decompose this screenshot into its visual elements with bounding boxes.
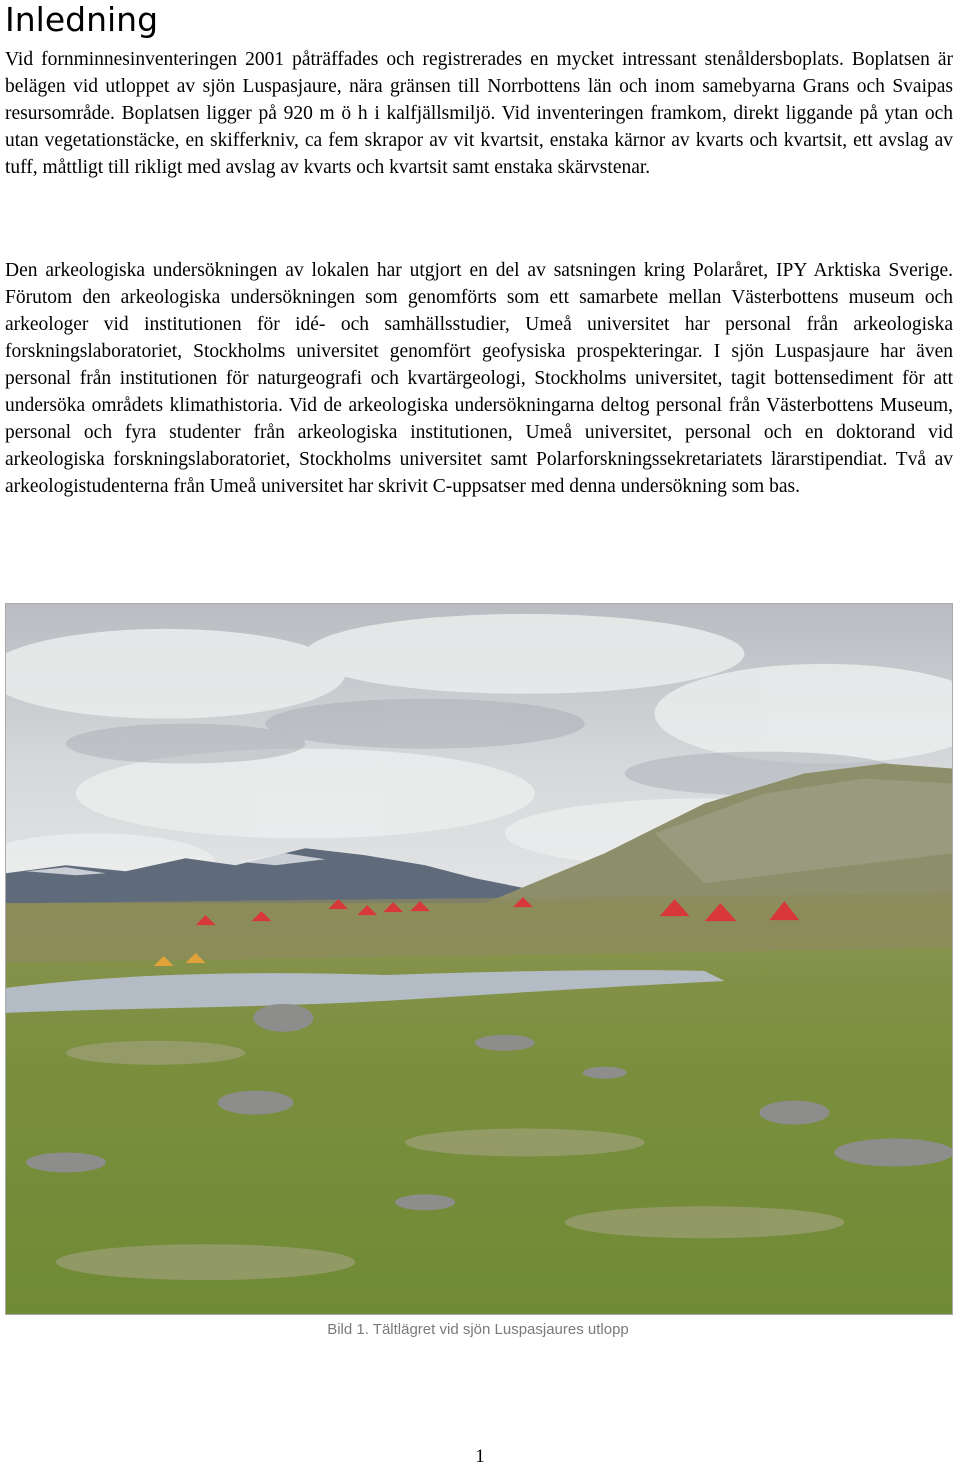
tent-camp-illustration bbox=[6, 604, 952, 1314]
section-heading: Inledning bbox=[5, 0, 159, 39]
figure-caption: Bild 1. Tältlägret vid sjön Luspasjaures utlopp bbox=[327, 1321, 629, 1338]
page-number: 1 bbox=[475, 1446, 485, 1467]
landscape-photo bbox=[5, 603, 953, 1315]
project-paragraph: Den arkeologiska undersökningen av lokalen har utgjort en del av satsningen kring Polaråret, IPY Arktiska Sverige. Förutom den arkeologiska undersökningen som genomförts som ett samarbete mellan Västerbottens museum och arkeologer vid institutionen för idé- och samhällsstudier, Umeå universitet har personal från arkeologiska forskningslaboratoriet, Stockholms universitet genomfört geofysiska prospekteringar. I sjön Luspasjaure har även personal från institutionen för naturgeografi och kvartärgeologi, Stockholms universitet, tagit bottensediment för att undersöka områdets klimathistoria. Vid de arkeologiska undersökningarna deltog personal från Västerbottens Museum, personal och fyra studenter från arkeologiska institutionen, Umeå universitet, personal och en doktorand vid arkeologiska forskningslaboratoriet, Stockholms universitet samt Polarforskningssekretariatets lärarstipendiat. Två av arkeologistudenterna från Umeå universitet har skrivit C-uppsatser med denna undersökning som bas. bbox=[5, 260, 953, 497]
intro-paragraph: Vid fornminnesinventeringen 2001 påträffades och registrerades en mycket intressant stenåldersboplats. Boplatsen är belägen vid utloppet av sjön Luspasjaure, nära gränsen till Norrbottens län och inom samebyarna Grans och Svaipas resursområde. Boplatsen ligger på 920 m ö h i kalfjällsmiljö. Vid inventeringen framkom, direkt liggande på ytan och utan vegetationstäcke, en skifferkniv, ca fem skrapor av vit kvartsit, enstaka kärnor av kvarts och kvartsit, ett avslag av tuff, måttligt till rikligt med avslag av kvarts och kvartsit samt enstaka skärvstenar. bbox=[5, 49, 953, 178]
